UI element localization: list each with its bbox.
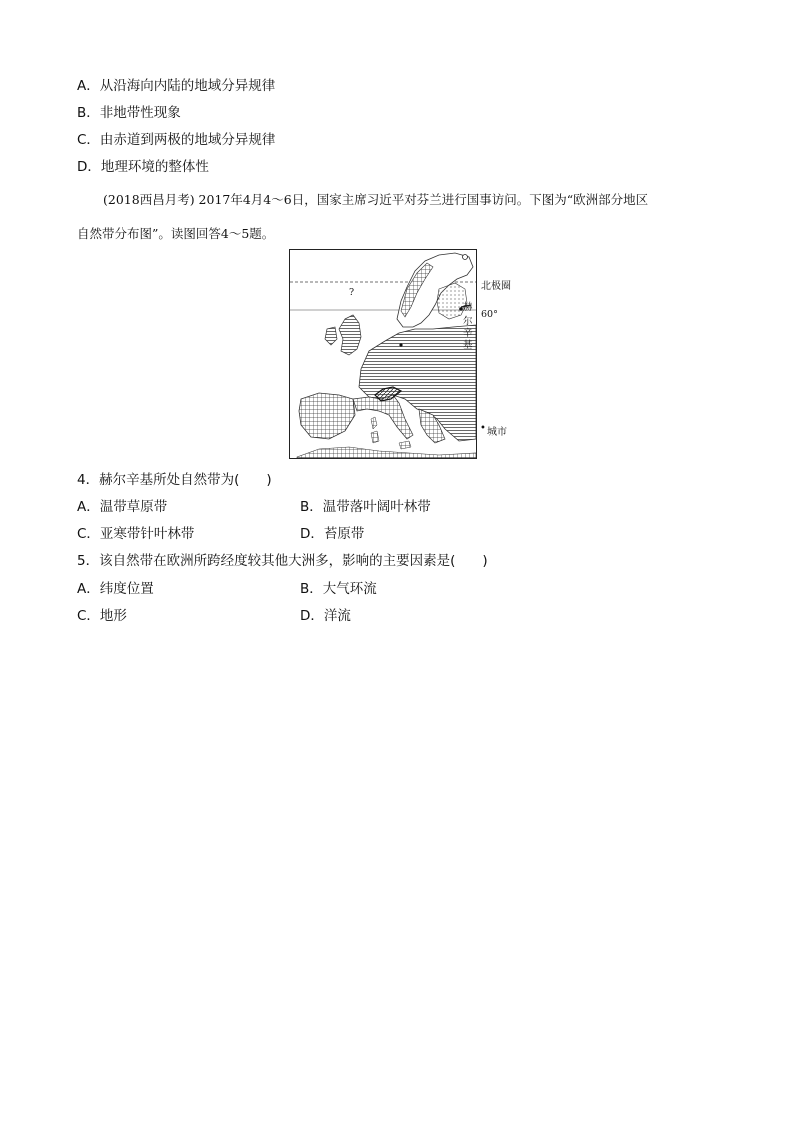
q4-option-b: B．温带落叶阔叶林带 bbox=[300, 499, 431, 515]
q5-option-d: D．洋流 bbox=[300, 608, 351, 624]
q4-option-d: D．苔原带 bbox=[300, 526, 365, 542]
helsinki-label-4: 基 bbox=[463, 340, 473, 351]
lat-60-label: 60° bbox=[481, 309, 498, 320]
q4-stem: 4．赫尔辛基所处自然带为( ) bbox=[77, 472, 272, 488]
q5-option-c: C．地形 bbox=[77, 608, 127, 624]
q4-option-c: C．亚寒带针叶林带 bbox=[77, 526, 195, 542]
city-marker bbox=[399, 343, 402, 346]
city-legend-label: 城市 bbox=[487, 427, 507, 438]
city-legend-icon: • bbox=[480, 423, 486, 434]
intro-line-1: (2018西昌月考) 2017年4月4～6日，国家主席习近平对芬兰进行国事访问。下图为“欧洲部分地区 bbox=[103, 192, 649, 207]
arctic-circle-label: 北极圈 bbox=[481, 281, 511, 292]
q5-option-a: A．纬度位置 bbox=[77, 581, 154, 597]
q5-option-b: B．大气环流 bbox=[300, 581, 377, 597]
helsinki-label-1: 赫 bbox=[463, 302, 473, 313]
map-unknown-mark: ? bbox=[349, 287, 355, 298]
europe-natural-zone-map bbox=[289, 249, 511, 459]
helsinki-label-3: 辛 bbox=[463, 328, 473, 339]
prev-option-c: C．由赤道到两极的地域分异规律 bbox=[77, 132, 276, 148]
north-city-marker bbox=[463, 255, 468, 260]
map-graphic bbox=[289, 249, 477, 459]
q4-option-a: A．温带草原带 bbox=[77, 499, 168, 515]
prev-option-d: D．地理环境的整体性 bbox=[77, 159, 209, 175]
q5-stem: 5．该自然带在欧洲所跨经度较其他大洲多，影响的主要因素是( ) bbox=[77, 553, 488, 569]
helsinki-label-2: 尔 bbox=[463, 316, 473, 327]
intro-line-2: 自然带分布图”。读图回答4～5题。 bbox=[77, 226, 275, 241]
prev-option-a: A．从沿海向内陆的地域分异规律 bbox=[77, 78, 276, 94]
prev-option-b: B．非地带性现象 bbox=[77, 105, 181, 121]
